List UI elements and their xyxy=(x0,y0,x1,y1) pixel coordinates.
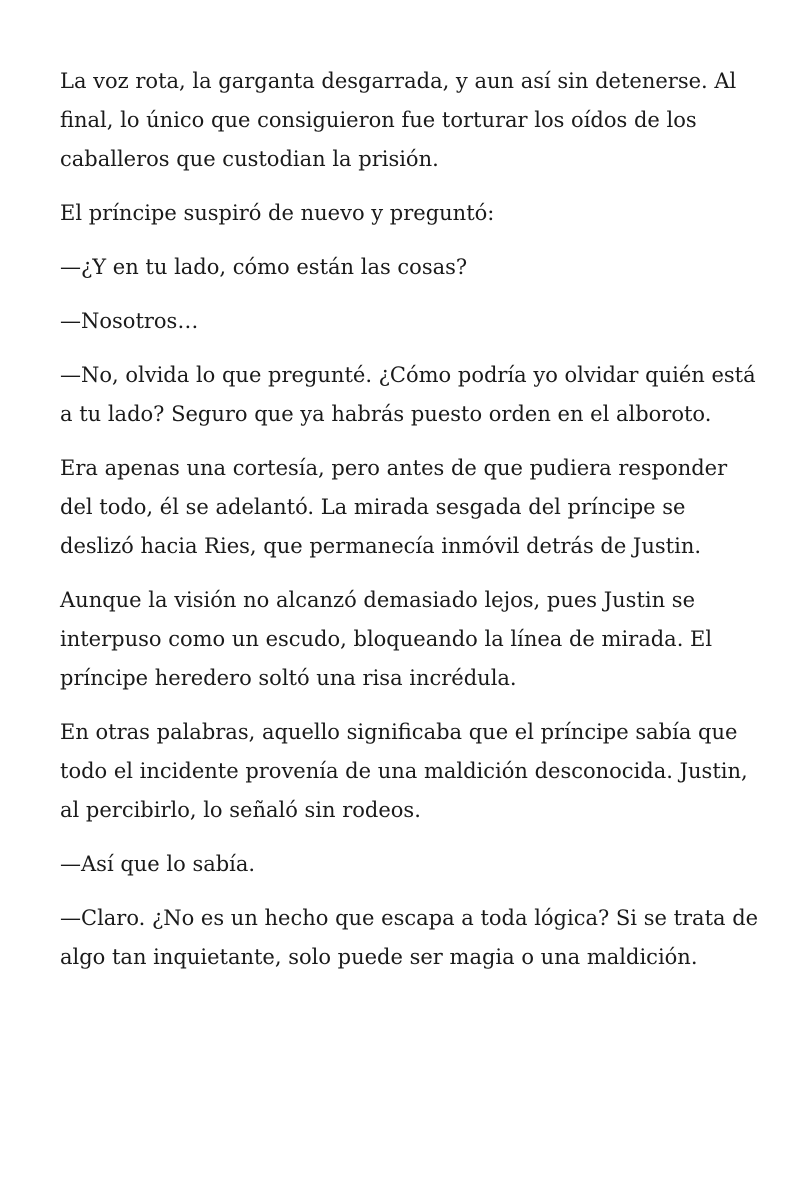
paragraph: —No, olvida lo que pregunté. ¿Cómo podría yo olvidar quién está a tu lado? Seguro que ya habrás puesto orden en el alboroto. xyxy=(60,363,756,426)
paragraph: En otras palabras, aquello significaba que el príncipe sabía que todo el incidente provenía de una maldición desconocida. Justin, al percibirlo, lo señaló sin rodeos. xyxy=(60,720,748,822)
paragraph: Era apenas una cortesía, pero antes de que pudiera responder del todo, él se adelantó. La mirada sesgada del príncipe se deslizó hacia Ries, que permanecía inmóvil detrás de Justin. xyxy=(60,456,728,558)
paragraph: Aunque la visión no alcanzó demasiado lejos, pues Justin se interpuso como un escudo, bloqueando la línea de mirada. El príncipe heredero soltó una risa incrédula. xyxy=(60,588,713,690)
paragraph: —Claro. ¿No es un hecho que escapa a toda lógica? Si se trata de algo tan inquietante, solo puede ser magia o una maldición. xyxy=(60,906,759,969)
paragraph: El príncipe suspiró de nuevo y preguntó: xyxy=(60,201,495,225)
paragraph: —¿Y en tu lado, cómo están las cosas? xyxy=(60,255,468,279)
paragraph: —Nosotros… xyxy=(60,309,199,333)
paragraph: La voz rota, la garganta desgarrada, y aun así sin detenerse. Al final, lo único que consiguieron fue torturar los oídos de los caballeros que custodian la prisión. xyxy=(60,69,737,171)
paragraph: —Así que lo sabía. xyxy=(60,852,256,876)
